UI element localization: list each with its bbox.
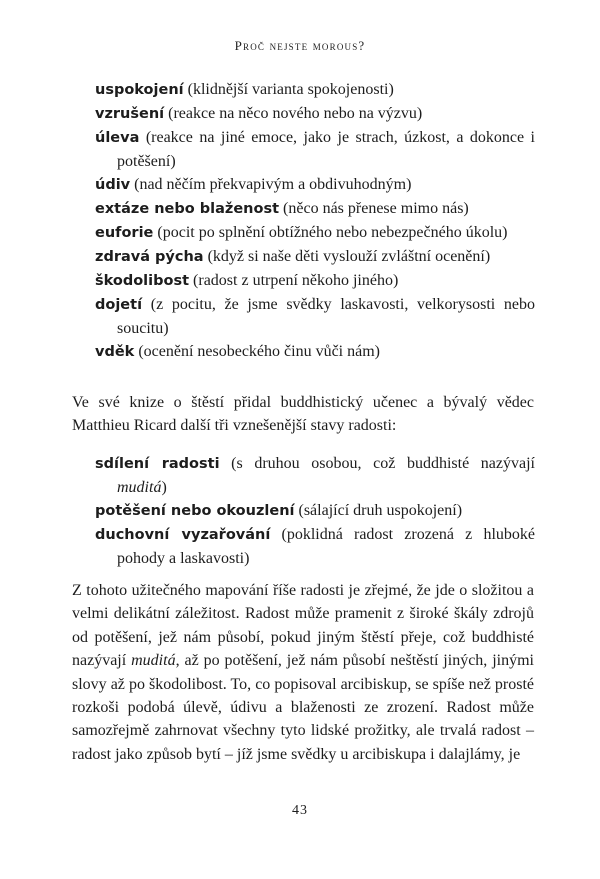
list-description: (s druhou osobou, což buddhisté nazývají	[219, 455, 535, 472]
list-description: (radost z utrpení někoho jiného)	[189, 272, 399, 289]
italic-term: muditá	[117, 479, 162, 496]
paragraph-text: Z tohoto užitečného mapování říše radosti je zřejmé, že jde o složitou a velmi delikátní záležitost. Radost může pramenit z široké škály zdrojů od potěšení, jež nám působí, pokud jiným štěstí přeje, což buddhisté nazývají	[72, 582, 534, 670]
list-description: (reakce na něco nového nebo na výzvu)	[164, 105, 423, 122]
list-term: škodolibost	[95, 273, 190, 289]
italic-term: muditá	[131, 652, 176, 670]
list-term: vzrušení	[95, 106, 165, 122]
list-item	[95, 78, 535, 102]
list-item	[95, 293, 535, 340]
list-term: euforie	[95, 225, 154, 241]
list-item	[95, 102, 535, 126]
list-term: uspokojení	[95, 82, 184, 98]
list-description: (reakce na jiné emoce, jako je strach, úzkost, a dokonce i potěšení)	[117, 129, 535, 170]
list-item	[95, 340, 535, 364]
list-term: duchovní vyzařování	[95, 527, 271, 543]
list-term: údiv	[95, 177, 131, 193]
list-term: vděk	[95, 344, 135, 360]
list-item	[95, 126, 535, 173]
list-description: (z pocitu, že jsme svědky laskavosti, velkorysosti nebo soucitu)	[117, 296, 535, 337]
list-item	[95, 523, 535, 570]
list-description: (když si naše děti vyslouží zvláštní ocenění)	[203, 248, 491, 265]
list-item	[95, 221, 535, 245]
list-description: (sálající druh uspokojení)	[294, 502, 463, 519]
list-description: (poklidná radost zrozená z hluboké pohody a laskavosti)	[117, 526, 535, 567]
list-description: (pocit po splnění obtížného nebo nebezpečného úkolu)	[153, 224, 508, 241]
list-item	[95, 173, 535, 197]
emotion-list	[95, 78, 535, 364]
list-description: (klidnější varianta spokojenosti)	[183, 81, 394, 98]
list-item	[95, 499, 535, 523]
list-term: dojetí	[95, 297, 143, 313]
list-item	[95, 245, 535, 269]
list-term: potěšení nebo okouzlení	[95, 503, 295, 519]
list-description-end: )	[161, 479, 167, 496]
list-item	[95, 269, 535, 293]
page-number: 43	[292, 803, 308, 818]
list-item	[95, 452, 535, 499]
list-term: extáze nebo blaženost	[95, 201, 280, 217]
list-term: sdílení radosti	[95, 456, 220, 472]
higher-joy-list	[95, 452, 535, 570]
list-term: úleva	[95, 130, 140, 146]
list-description: (ocenění nesobeckého činu vůči nám)	[134, 343, 380, 360]
paragraph-text: , až po potěšení, jež nám působí neštěstí jiných, jinými slovy až po škodolibost. To, co popisoval arcibiskup, se spíše než prosté rozkoši podobá úlevě, údivu a blaženosti ze zrození. Radost může samozřejmě zahrnovat všechny tyto lidské prožitky, ale trvalá radost – radost jako způsob bytí – jíž jsme svědky u arcibiskupa i dalajlámy, je	[72, 652, 535, 763]
body-paragraph	[72, 579, 534, 766]
list-term: zdravá pýcha	[95, 249, 204, 265]
list-description: (něco nás přenese mimo nás)	[279, 200, 469, 217]
list-item	[95, 197, 535, 221]
body-paragraph: Ve své knize o štěstí přidal buddhistický učenec a bývalý vědec Matthieu Ricard další tři vznešenější stavy radosti:	[72, 394, 534, 435]
list-description: (nad něčím překvapivým a obdivuhodným)	[130, 176, 412, 193]
running-head: Proč nejste morous?	[234, 38, 366, 53]
